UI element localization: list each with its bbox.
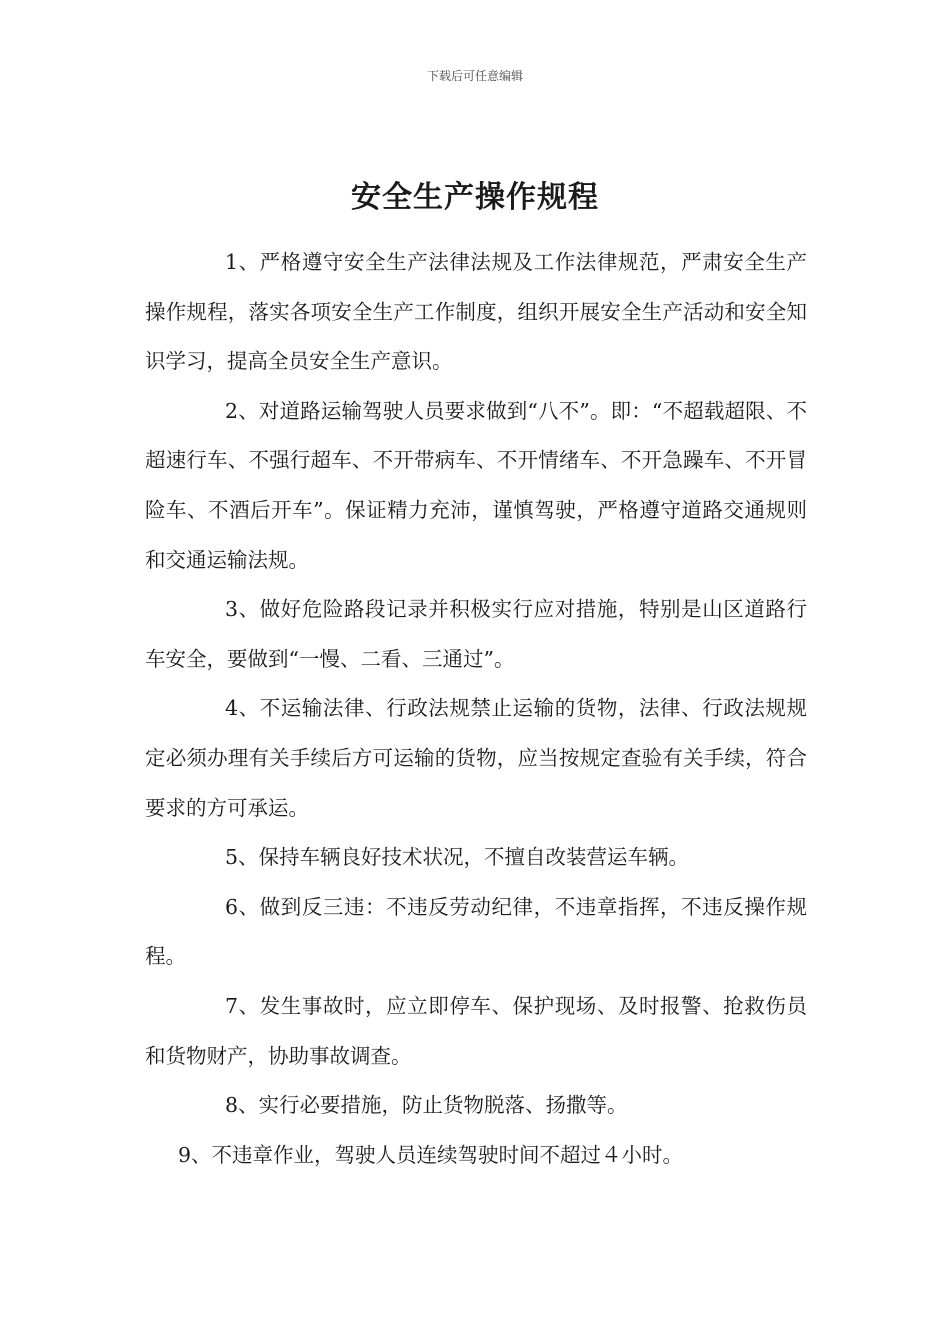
- paragraph-8: 8、实行必要措施，防止货物脱落、扬撒等。: [225, 1093, 628, 1118]
- document-body: [145, 238, 807, 1180]
- paragraph-2: 2、对道路运输驾驶人员要求做到“八不”。即：“不超载超限、不超速行车、不强行超车、不开带病车、不开情绪车、不开急躁车、不开冒险车、不酒后开车”。保证精力充沛，谨慎驾驶，严格遵守道路交通规则和交通运输法规。: [145, 398, 807, 572]
- paragraph-4: 4、不运输法律、行政法规禁止运输的货物，法律、行政法规规定必须办理有关手续后方可运输的货物，应当按规定查验有关手续，符合要求的方可承运。: [145, 696, 807, 820]
- paragraph-6: 6、做到反三违：不违反劳动纪律，不违章指挥，不违反操作规程。: [145, 894, 807, 969]
- paragraph-3: 3、做好危险路段记录并积极实行应对措施，特别是山区道路行车安全，要做到“一慢、二看、三通过”。: [145, 597, 807, 671]
- paragraph-5: 5、保持车辆良好技术状况，不擅自改装营运车辆。: [225, 845, 690, 870]
- document-title: 安全生产操作规程: [351, 180, 599, 215]
- paragraph-9: 9、不违章作业，驾驶人员连续驾驶时间不超过４小时。: [178, 1142, 684, 1167]
- paragraph-7: 7、发生事故时，应立即停车、保护现场、及时报警、抢救伤员和货物财产，协助事故调查。: [145, 993, 807, 1068]
- header-note: 下载后可任意编辑: [426, 69, 523, 83]
- paragraph-1: 1、严格遵守安全生产法律法规及工作法律规范，严肃安全生产操作规程，落实各项安全生产工作制度，组织开展安全生产活动和安全知识学习，提高全员安全生产意识。: [145, 250, 807, 374]
